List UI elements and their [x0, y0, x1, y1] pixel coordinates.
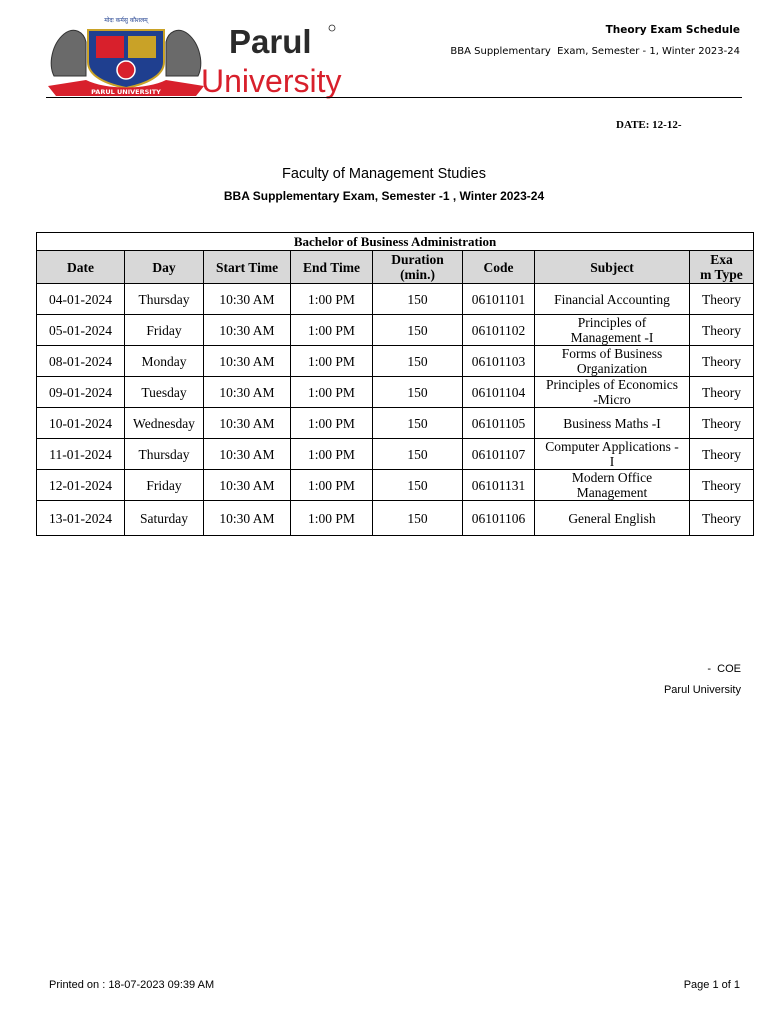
header-divider: [46, 97, 742, 98]
cell-duration: 150: [373, 346, 463, 377]
cell-date: 11-01-2024: [37, 439, 125, 470]
cell-code: 06101105: [463, 408, 535, 439]
cell-type: Theory: [690, 439, 754, 470]
col-code: Code: [463, 251, 535, 284]
cell-subject: Business Maths -I: [535, 408, 690, 439]
cell-date: 12-01-2024: [37, 470, 125, 501]
printed-timestamp: Printed on : 18-07-2023 09:39 AM: [49, 979, 215, 991]
cell-subject: Principles of Economics -Micro: [535, 377, 690, 408]
table-row: [37, 284, 754, 315]
cell-code: 06101101: [463, 284, 535, 315]
table-row: [37, 315, 754, 346]
cell-subject: Financial Accounting: [535, 284, 690, 315]
col-duration: Duration (min.): [373, 251, 463, 284]
cell-date: 05-01-2024: [37, 315, 125, 346]
schedule-title: Theory Exam Schedule: [605, 24, 740, 36]
logo-motto: मोदः कर्मसु कौशलम्: [104, 17, 148, 24]
cell-day: Tuesday: [125, 377, 204, 408]
cell-type: Theory: [690, 315, 754, 346]
cell-end: 1:00 PM: [291, 346, 373, 377]
cell-type: Theory: [690, 346, 754, 377]
cell-type: Theory: [690, 501, 754, 536]
cell-duration: 150: [373, 315, 463, 346]
cell-subject: Forms of Business Organization: [535, 346, 690, 377]
cell-duration: 150: [373, 377, 463, 408]
col-subject: Subject: [535, 251, 690, 284]
signature-university: Parul University: [663, 684, 741, 696]
table-row: [37, 377, 754, 408]
cell-start: 10:30 AM: [204, 377, 291, 408]
cell-end: 1:00 PM: [291, 315, 373, 346]
registered-mark-icon: [329, 25, 335, 31]
faculty-title: Faculty of Management Studies: [282, 166, 486, 182]
column-header-row: [37, 251, 754, 284]
cell-duration: 150: [373, 470, 463, 501]
cell-start: 10:30 AM: [204, 501, 291, 536]
table-row: [37, 408, 754, 439]
col-end-time: End Time: [291, 251, 373, 284]
cell-end: 1:00 PM: [291, 501, 373, 536]
cell-code: 06101104: [463, 377, 535, 408]
cell-start: 10:30 AM: [204, 346, 291, 377]
cell-start: 10:30 AM: [204, 470, 291, 501]
cell-code: 06101107: [463, 439, 535, 470]
logo-ribbon-text: PARUL UNIVERSITY: [91, 88, 161, 96]
cell-code: 06101131: [463, 470, 535, 501]
cell-code: 06101103: [463, 346, 535, 377]
cell-type: Theory: [690, 470, 754, 501]
table-row: [37, 346, 754, 377]
cell-day: Thursday: [125, 439, 204, 470]
cell-end: 1:00 PM: [291, 284, 373, 315]
program-row: [37, 233, 754, 251]
cell-code: 06101106: [463, 501, 535, 536]
page-number: Page 1 of 1: [683, 979, 740, 991]
cell-start: 10:30 AM: [204, 408, 291, 439]
cell-day: Thursday: [125, 284, 204, 315]
logo-word-parul: Parul: [229, 23, 312, 60]
cell-end: 1:00 PM: [291, 408, 373, 439]
table-row: [37, 439, 754, 470]
logo-word-university: University: [201, 63, 342, 99]
cell-start: 10:30 AM: [204, 439, 291, 470]
cell-duration: 150: [373, 501, 463, 536]
cell-subject: General English: [535, 501, 690, 536]
cell-type: Theory: [690, 377, 754, 408]
col-exam-type: Exa m Type: [690, 251, 754, 284]
col-start-time: Start Time: [204, 251, 291, 284]
cell-end: 1:00 PM: [291, 470, 373, 501]
program-name: Bachelor of Business Administration: [37, 233, 754, 251]
date-line: DATE: 12-12-: [616, 119, 682, 131]
col-date: Date: [37, 251, 125, 284]
cell-type: Theory: [690, 408, 754, 439]
cell-code: 06101102: [463, 315, 535, 346]
cell-duration: 150: [373, 408, 463, 439]
cell-subject: Principles of Management -I: [535, 315, 690, 346]
exam-schedule-table: [36, 232, 754, 536]
cell-day: Saturday: [125, 501, 204, 536]
schedule-subtitle: BBA Supplementary Exam, Semester - 1, Winter 2023-24: [450, 46, 740, 57]
cell-type: Theory: [690, 284, 754, 315]
cell-end: 1:00 PM: [291, 439, 373, 470]
cell-start: 10:30 AM: [204, 315, 291, 346]
cell-day: Wednesday: [125, 408, 204, 439]
cell-duration: 150: [373, 439, 463, 470]
table-row: [37, 470, 754, 501]
cell-date: 08-01-2024: [37, 346, 125, 377]
cell-day: Friday: [125, 470, 204, 501]
cell-start: 10:30 AM: [204, 284, 291, 315]
cell-date: 09-01-2024: [37, 377, 125, 408]
cell-duration: 150: [373, 284, 463, 315]
cell-day: Friday: [125, 315, 204, 346]
cell-date: 10-01-2024: [37, 408, 125, 439]
coe-signature: - COE: [707, 663, 741, 675]
cell-date: 04-01-2024: [37, 284, 125, 315]
cell-end: 1:00 PM: [291, 377, 373, 408]
exam-title: BBA Supplementary Exam, Semester -1 , Winter 2023-24: [223, 189, 545, 203]
cell-day: Monday: [125, 346, 204, 377]
table-row: [37, 501, 754, 536]
parul-university-logo: [46, 14, 356, 100]
cell-date: 13-01-2024: [37, 501, 125, 536]
col-day: Day: [125, 251, 204, 284]
cell-subject: Computer Applications - I: [535, 439, 690, 470]
cell-subject: Modern Office Management: [535, 470, 690, 501]
